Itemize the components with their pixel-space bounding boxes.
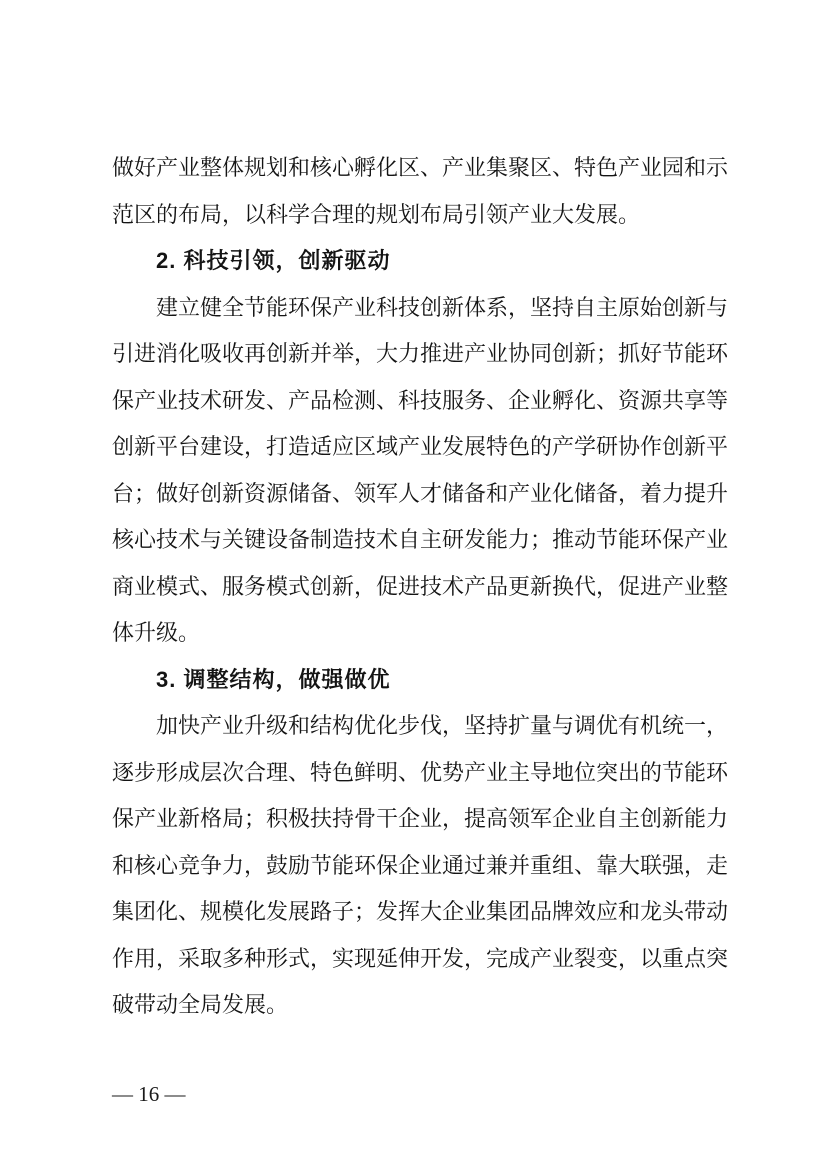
- document-body: [112, 145, 728, 1029]
- text-line: 商业模式、服务模式创新，促进技术产品更新换代，促进产业整: [112, 573, 729, 599]
- section-heading: 2. 科技引领，创新驱动: [156, 248, 391, 273]
- section-heading: 3. 调整结构，做强做优: [156, 666, 391, 692]
- text-line: 和核心竞争力，鼓励节能环保企业通过兼并重组、靠大联强，走: [112, 852, 729, 878]
- page-number: — 16 —: [112, 1082, 186, 1106]
- text-line: 加快产业升级和结构优化步伐，坚持扩量与调优有机统一，: [156, 713, 729, 738]
- text-line: 逐步形成层次合理、特色鲜明、优势产业主导地位突出的节能环: [112, 759, 729, 785]
- text-line: 保产业新格局；积极扶持骨干企业，提高领军企业自主创新能力: [112, 806, 729, 831]
- text-line: 引进消化吸收再创新并举，大力推进产业协同创新；抓好节能环: [112, 341, 729, 366]
- text-line: 做好产业整体规划和核心孵化区、产业集聚区、特色产业园和示: [112, 155, 729, 180]
- text-line: 范区的布局，以科学合理的规划布局引领产业大发展。: [112, 201, 641, 227]
- text-line: 破带动全局发展。: [112, 992, 289, 1017]
- text-line: 作用，采取多种形式，实现延伸开发，完成产业裂变，以重点突: [112, 945, 729, 971]
- text-line: 创新平台建设，打造适应区域产业发展特色的产学研协作创新平: [112, 434, 729, 459]
- text-line: 核心技术与关键设备制造技术自主研发能力；推动节能环保产业: [112, 527, 729, 552]
- text-line: 集团化、规模化发展路子；发挥大企业集团品牌效应和龙头带动: [112, 899, 729, 924]
- text-line: 体升级。: [112, 620, 201, 645]
- page-footer: [112, 1082, 186, 1106]
- text-line: 保产业技术研发、产品检测、科技服务、企业孵化、资源共享等: [112, 387, 729, 413]
- text-line: 建立健全节能环保产业科技创新体系，坚持自主原始创新与: [156, 294, 729, 320]
- text-line: 台；做好创新资源储备、领军人才储备和产业化储备，着力提升: [112, 480, 729, 506]
